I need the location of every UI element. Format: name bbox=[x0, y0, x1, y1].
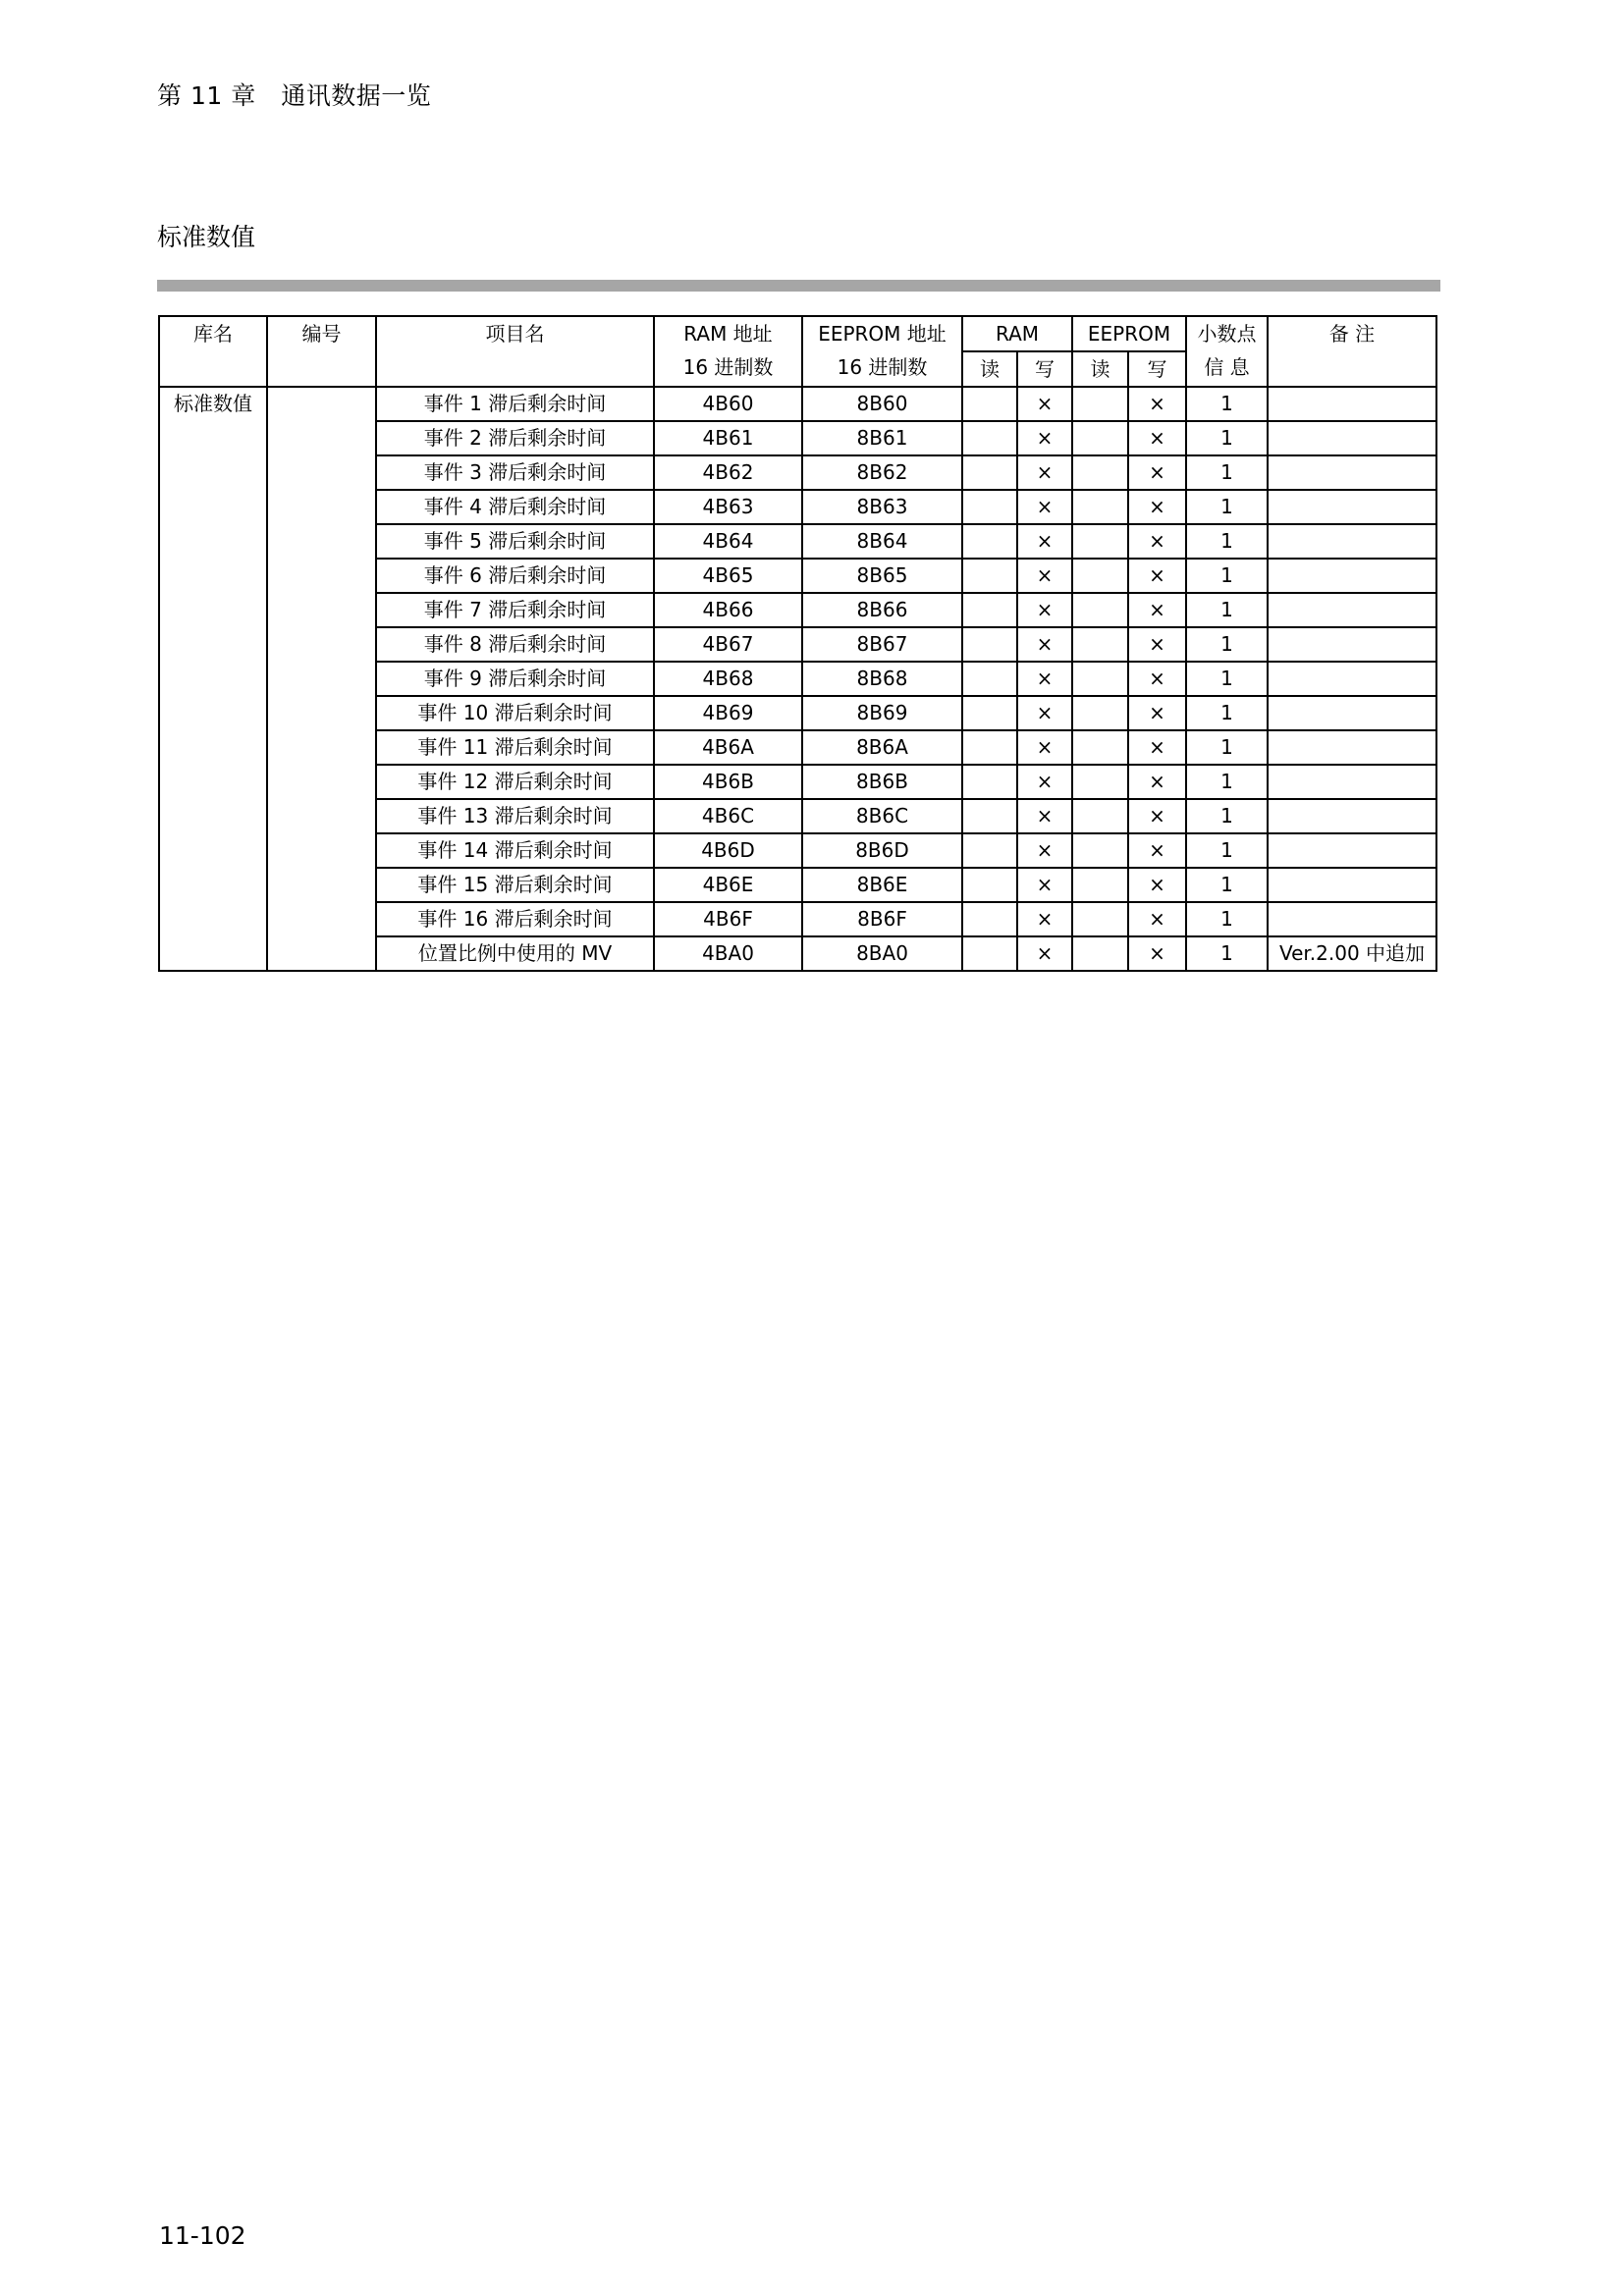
cell-eeprom-read bbox=[1072, 799, 1128, 833]
header-eeprom-group: EEPROM bbox=[1072, 316, 1186, 351]
cell-ram-address: 4B6C bbox=[654, 799, 802, 833]
table-row bbox=[159, 387, 1436, 421]
cell-item-name: 事件 15 滞后剩余时间 bbox=[376, 868, 654, 902]
cell-eeprom-read bbox=[1072, 936, 1128, 971]
cell-decimal-info: 1 bbox=[1186, 387, 1268, 421]
cell-ram-write: × bbox=[1017, 421, 1072, 455]
cell-eeprom-write: × bbox=[1128, 868, 1186, 902]
cell-ram-read bbox=[962, 902, 1017, 936]
cell-decimal-info: 1 bbox=[1186, 662, 1268, 696]
cell-item-name: 事件 9 滞后剩余时间 bbox=[376, 662, 654, 696]
cell-eeprom-address: 8BA0 bbox=[802, 936, 962, 971]
header-decimal-info bbox=[1186, 316, 1268, 387]
header-remark: 备 注 bbox=[1268, 316, 1436, 387]
cell-ram-address: 4B68 bbox=[654, 662, 802, 696]
cell-ram-write: × bbox=[1017, 593, 1072, 627]
cell-eeprom-read bbox=[1072, 421, 1128, 455]
cell-remark bbox=[1268, 833, 1436, 868]
cell-ram-address: 4B6F bbox=[654, 902, 802, 936]
cell-eeprom-address: 8B64 bbox=[802, 524, 962, 559]
header-eeprom-address-line2: 16 进制数 bbox=[837, 355, 928, 379]
cell-eeprom-write: × bbox=[1128, 559, 1186, 593]
cell-decimal-info: 1 bbox=[1186, 868, 1268, 902]
cell-ram-write: × bbox=[1017, 765, 1072, 799]
cell-ram-address: 4B63 bbox=[654, 490, 802, 524]
cell-eeprom-address: 8B6F bbox=[802, 902, 962, 936]
cell-ram-address: 4B69 bbox=[654, 696, 802, 730]
cell-eeprom-read bbox=[1072, 662, 1128, 696]
cell-decimal-info: 1 bbox=[1186, 490, 1268, 524]
cell-eeprom-read bbox=[1072, 696, 1128, 730]
cell-ram-read bbox=[962, 490, 1017, 524]
cell-eeprom-write: × bbox=[1128, 799, 1186, 833]
cell-item-name: 事件 6 滞后剩余时间 bbox=[376, 559, 654, 593]
cell-eeprom-address: 8B63 bbox=[802, 490, 962, 524]
page-number: 11-102 bbox=[159, 2221, 246, 2250]
cell-eeprom-address: 8B6A bbox=[802, 730, 962, 765]
cell-eeprom-read bbox=[1072, 627, 1128, 662]
header-ram-write: 写 bbox=[1017, 351, 1072, 387]
cell-item-name: 事件 13 滞后剩余时间 bbox=[376, 799, 654, 833]
header-decimal-line1: 小数点 bbox=[1197, 322, 1257, 346]
cell-remark bbox=[1268, 730, 1436, 765]
cell-decimal-info: 1 bbox=[1186, 936, 1268, 971]
cell-item-name: 事件 12 滞后剩余时间 bbox=[376, 765, 654, 799]
cell-ram-address: 4B64 bbox=[654, 524, 802, 559]
cell-ram-write: × bbox=[1017, 833, 1072, 868]
cell-ram-read bbox=[962, 696, 1017, 730]
cell-eeprom-read bbox=[1072, 593, 1128, 627]
cell-decimal-info: 1 bbox=[1186, 559, 1268, 593]
cell-remark bbox=[1268, 868, 1436, 902]
cell-eeprom-write: × bbox=[1128, 936, 1186, 971]
cell-item-name: 事件 1 滞后剩余时间 bbox=[376, 387, 654, 421]
cell-ram-write: × bbox=[1017, 799, 1072, 833]
cell-eeprom-read bbox=[1072, 868, 1128, 902]
cell-eeprom-read bbox=[1072, 387, 1128, 421]
cell-item-name: 事件 10 滞后剩余时间 bbox=[376, 696, 654, 730]
cell-ram-read bbox=[962, 421, 1017, 455]
cell-ram-address: 4B62 bbox=[654, 455, 802, 490]
cell-eeprom-write: × bbox=[1128, 662, 1186, 696]
cell-ram-write: × bbox=[1017, 730, 1072, 765]
cell-remark bbox=[1268, 593, 1436, 627]
cell-eeprom-address: 8B67 bbox=[802, 627, 962, 662]
header-number: 编号 bbox=[267, 316, 376, 387]
header-decimal-line2: 信 息 bbox=[1204, 355, 1250, 379]
table-body bbox=[159, 387, 1436, 971]
cell-ram-address: 4B66 bbox=[654, 593, 802, 627]
cell-ram-write: × bbox=[1017, 902, 1072, 936]
cell-item-name: 事件 7 滞后剩余时间 bbox=[376, 593, 654, 627]
cell-remark bbox=[1268, 627, 1436, 662]
cell-ram-write: × bbox=[1017, 559, 1072, 593]
cell-ram-read bbox=[962, 627, 1017, 662]
header-eeprom-read: 读 bbox=[1072, 351, 1128, 387]
header-eeprom-write: 写 bbox=[1128, 351, 1186, 387]
cell-ram-write: × bbox=[1017, 455, 1072, 490]
cell-eeprom-read bbox=[1072, 455, 1128, 490]
cell-ram-write: × bbox=[1017, 524, 1072, 559]
cell-eeprom-read bbox=[1072, 730, 1128, 765]
cell-decimal-info: 1 bbox=[1186, 421, 1268, 455]
cell-decimal-info: 1 bbox=[1186, 455, 1268, 490]
cell-ram-read bbox=[962, 833, 1017, 868]
cell-ram-read bbox=[962, 799, 1017, 833]
header-ram-address bbox=[654, 316, 802, 387]
cell-eeprom-address: 8B6B bbox=[802, 765, 962, 799]
cell-ram-read bbox=[962, 387, 1017, 421]
cell-number bbox=[267, 387, 376, 971]
cell-eeprom-address: 8B60 bbox=[802, 387, 962, 421]
cell-ram-write: × bbox=[1017, 627, 1072, 662]
header-ram-group: RAM bbox=[962, 316, 1072, 351]
cell-ram-address: 4B67 bbox=[654, 627, 802, 662]
cell-item-name: 事件 8 滞后剩余时间 bbox=[376, 627, 654, 662]
cell-ram-write: × bbox=[1017, 387, 1072, 421]
cell-decimal-info: 1 bbox=[1186, 524, 1268, 559]
cell-ram-address: 4B6B bbox=[654, 765, 802, 799]
communication-data-table bbox=[158, 315, 1437, 972]
table-header-row-top bbox=[159, 316, 1436, 351]
cell-eeprom-write: × bbox=[1128, 833, 1186, 868]
cell-eeprom-address: 8B66 bbox=[802, 593, 962, 627]
cell-ram-read bbox=[962, 936, 1017, 971]
cell-decimal-info: 1 bbox=[1186, 593, 1268, 627]
cell-ram-address: 4B6E bbox=[654, 868, 802, 902]
cell-eeprom-read bbox=[1072, 902, 1128, 936]
cell-eeprom-read bbox=[1072, 765, 1128, 799]
cell-ram-read bbox=[962, 662, 1017, 696]
cell-item-name: 事件 11 滞后剩余时间 bbox=[376, 730, 654, 765]
cell-item-name: 事件 3 滞后剩余时间 bbox=[376, 455, 654, 490]
cell-ram-read bbox=[962, 524, 1017, 559]
cell-eeprom-read bbox=[1072, 559, 1128, 593]
cell-ram-read bbox=[962, 730, 1017, 765]
cell-remark bbox=[1268, 490, 1436, 524]
cell-remark bbox=[1268, 799, 1436, 833]
cell-remark bbox=[1268, 696, 1436, 730]
cell-eeprom-address: 8B65 bbox=[802, 559, 962, 593]
cell-ram-read bbox=[962, 868, 1017, 902]
cell-ram-address: 4B65 bbox=[654, 559, 802, 593]
cell-remark bbox=[1268, 455, 1436, 490]
cell-item-name: 事件 14 滞后剩余时间 bbox=[376, 833, 654, 868]
cell-ram-address: 4B60 bbox=[654, 387, 802, 421]
cell-remark bbox=[1268, 662, 1436, 696]
cell-ram-read bbox=[962, 765, 1017, 799]
cell-eeprom-address: 8B6C bbox=[802, 799, 962, 833]
header-eeprom-address-line1: EEPROM 地址 bbox=[818, 322, 947, 346]
cell-item-name: 位置比例中使用的 MV bbox=[376, 936, 654, 971]
cell-remark bbox=[1268, 559, 1436, 593]
cell-eeprom-write: × bbox=[1128, 387, 1186, 421]
cell-eeprom-write: × bbox=[1128, 902, 1186, 936]
cell-remark bbox=[1268, 387, 1436, 421]
cell-eeprom-address: 8B61 bbox=[802, 421, 962, 455]
cell-item-name: 事件 4 滞后剩余时间 bbox=[376, 490, 654, 524]
cell-decimal-info: 1 bbox=[1186, 696, 1268, 730]
cell-eeprom-address: 8B68 bbox=[802, 662, 962, 696]
cell-eeprom-address: 8B62 bbox=[802, 455, 962, 490]
cell-eeprom-read bbox=[1072, 490, 1128, 524]
cell-ram-write: × bbox=[1017, 936, 1072, 971]
cell-decimal-info: 1 bbox=[1186, 902, 1268, 936]
header-ram-address-line1: RAM 地址 bbox=[683, 322, 773, 346]
header-eeprom-address bbox=[802, 316, 962, 387]
cell-eeprom-read bbox=[1072, 833, 1128, 868]
section-title-rule bbox=[157, 280, 1440, 292]
cell-ram-write: × bbox=[1017, 662, 1072, 696]
cell-eeprom-write: × bbox=[1128, 455, 1186, 490]
cell-decimal-info: 1 bbox=[1186, 765, 1268, 799]
cell-decimal-info: 1 bbox=[1186, 833, 1268, 868]
cell-eeprom-write: × bbox=[1128, 421, 1186, 455]
cell-ram-address: 4B6A bbox=[654, 730, 802, 765]
cell-ram-address: 4BA0 bbox=[654, 936, 802, 971]
cell-remark bbox=[1268, 524, 1436, 559]
cell-item-name: 事件 2 滞后剩余时间 bbox=[376, 421, 654, 455]
cell-remark bbox=[1268, 421, 1436, 455]
header-library: 库名 bbox=[159, 316, 267, 387]
chapter-header: 第 11 章 通讯数据一览 bbox=[157, 81, 432, 110]
cell-ram-address: 4B61 bbox=[654, 421, 802, 455]
cell-library-name: 标准数值 bbox=[159, 387, 267, 971]
cell-ram-write: × bbox=[1017, 696, 1072, 730]
cell-ram-write: × bbox=[1017, 490, 1072, 524]
header-ram-address-line2: 16 进制数 bbox=[682, 355, 774, 379]
cell-item-name: 事件 16 滞后剩余时间 bbox=[376, 902, 654, 936]
header-ram-read: 读 bbox=[962, 351, 1017, 387]
cell-decimal-info: 1 bbox=[1186, 730, 1268, 765]
cell-ram-read bbox=[962, 559, 1017, 593]
cell-remark bbox=[1268, 902, 1436, 936]
cell-eeprom-write: × bbox=[1128, 696, 1186, 730]
cell-eeprom-write: × bbox=[1128, 765, 1186, 799]
cell-eeprom-write: × bbox=[1128, 490, 1186, 524]
cell-ram-address: 4B6D bbox=[654, 833, 802, 868]
cell-decimal-info: 1 bbox=[1186, 627, 1268, 662]
section-title: 标准数值 bbox=[157, 223, 256, 251]
cell-ram-read bbox=[962, 593, 1017, 627]
cell-eeprom-write: × bbox=[1128, 627, 1186, 662]
cell-eeprom-address: 8B69 bbox=[802, 696, 962, 730]
cell-ram-read bbox=[962, 455, 1017, 490]
cell-item-name: 事件 5 滞后剩余时间 bbox=[376, 524, 654, 559]
header-item-name: 项目名 bbox=[376, 316, 654, 387]
cell-eeprom-write: × bbox=[1128, 730, 1186, 765]
cell-decimal-info: 1 bbox=[1186, 799, 1268, 833]
cell-eeprom-read bbox=[1072, 524, 1128, 559]
cell-eeprom-address: 8B6E bbox=[802, 868, 962, 902]
cell-eeprom-write: × bbox=[1128, 593, 1186, 627]
cell-eeprom-write: × bbox=[1128, 524, 1186, 559]
cell-ram-write: × bbox=[1017, 868, 1072, 902]
cell-remark bbox=[1268, 765, 1436, 799]
cell-remark: Ver.2.00 中追加 bbox=[1268, 936, 1436, 971]
cell-eeprom-address: 8B6D bbox=[802, 833, 962, 868]
